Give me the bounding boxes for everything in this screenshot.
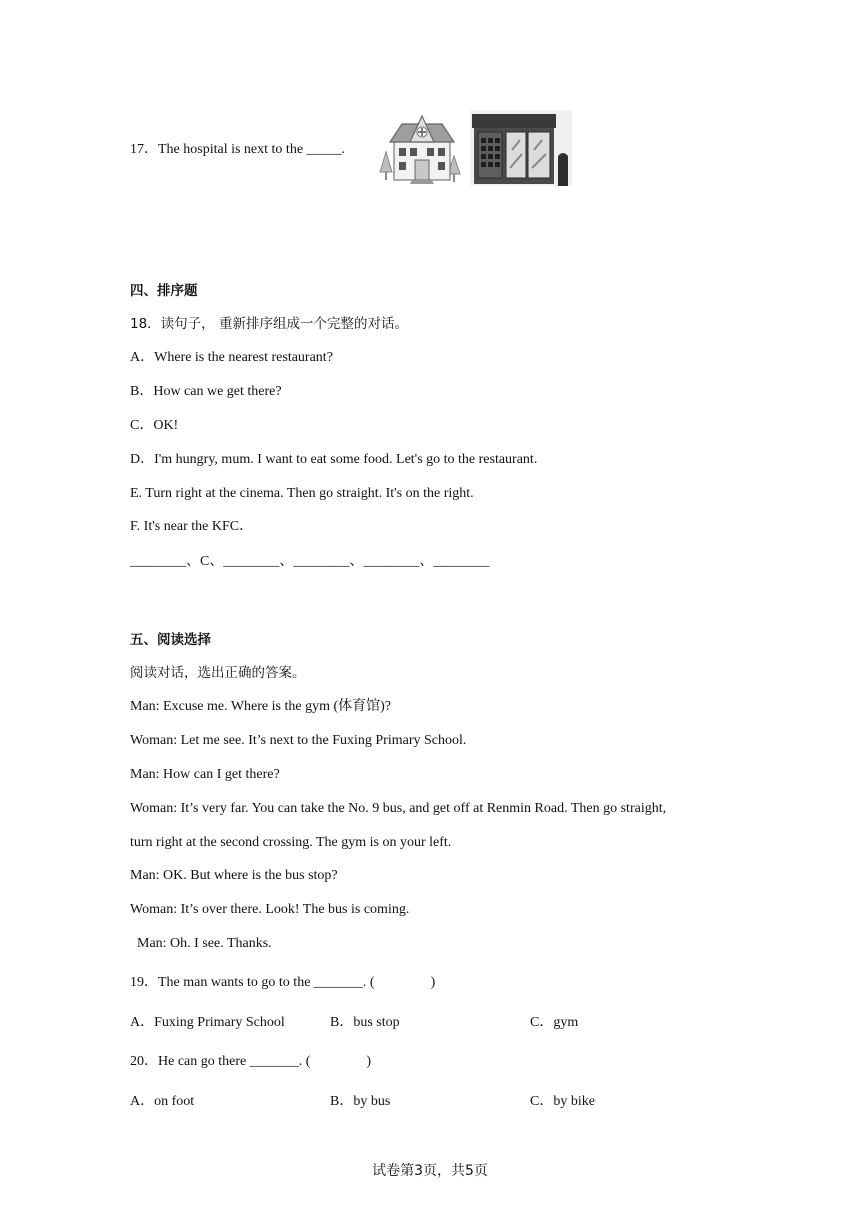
page-footer: 试卷第3页，共5页: [372, 1163, 488, 1179]
hospital-and-shop-images: [372, 110, 577, 188]
sentence-f: F. It's near the KFC．: [130, 519, 254, 534]
dialogue-line: Man: OK. But where is the bus stop?: [130, 868, 338, 883]
section-5-heading: 五、阅读选择: [130, 632, 211, 648]
answer-blanks: ________、C、________、________、________、________: [130, 554, 490, 569]
dialogue-line: turn right at the second crossing. The gym is on your left.: [130, 835, 452, 850]
q19-option-a: A．Fuxing Primary School: [130, 1015, 285, 1030]
q20-option-c: C．by bike: [530, 1094, 595, 1109]
sentence-b: B．How can we get there?: [130, 384, 282, 399]
question-20: 20．He can go there _______. ( ): [130, 1054, 372, 1069]
reading-instruction: 阅读对话，选出正确的答案。: [130, 665, 306, 681]
question-17: 17．The hospital is next to the _____.: [130, 142, 346, 157]
q19-option-b: B．bus stop: [330, 1015, 400, 1030]
sentence-d: D．I'm hungry, mum. I want to eat some food. Let's go to the restaurant.: [130, 452, 538, 467]
sentence-a: A．Where is the nearest restaurant?: [130, 350, 333, 365]
shop-icon: [470, 110, 572, 186]
dialogue-line: Man: How can I get there?: [130, 767, 280, 782]
sentence-c: C．OK!: [130, 418, 179, 433]
dialogue-line: Woman: It’s very far. You can take the No. 9 bus, and get off at Renmin Road. Then go straight,: [130, 801, 667, 816]
section-4-heading: 四、排序题: [130, 283, 198, 299]
dialogue-line: Man: Oh. I see. Thanks.: [130, 936, 272, 951]
q20-option-b: B．by bus: [330, 1094, 391, 1109]
dialogue-line: Man: Excuse me. Where is the gym (体育馆)?: [130, 699, 392, 714]
q20-option-a: A．on foot: [130, 1094, 195, 1109]
dialogue-line: Woman: Let me see. It’s next to the Fuxing Primary School.: [130, 733, 467, 748]
sentence-e: E. Turn right at the cinema. Then go straight. It's on the right.: [130, 486, 474, 501]
question-19: 19．The man wants to go to the _______. ( ): [130, 975, 436, 990]
dialogue-line: Woman: It’s over there. Look! The bus is coming.: [130, 902, 410, 917]
hospital-icon: [372, 110, 462, 188]
question-18-instruction: 18．读句子， 重新排序组成一个完整的对话。: [130, 316, 408, 332]
q19-option-c: C．gym: [530, 1015, 579, 1030]
q17-pictures: [372, 110, 577, 193]
